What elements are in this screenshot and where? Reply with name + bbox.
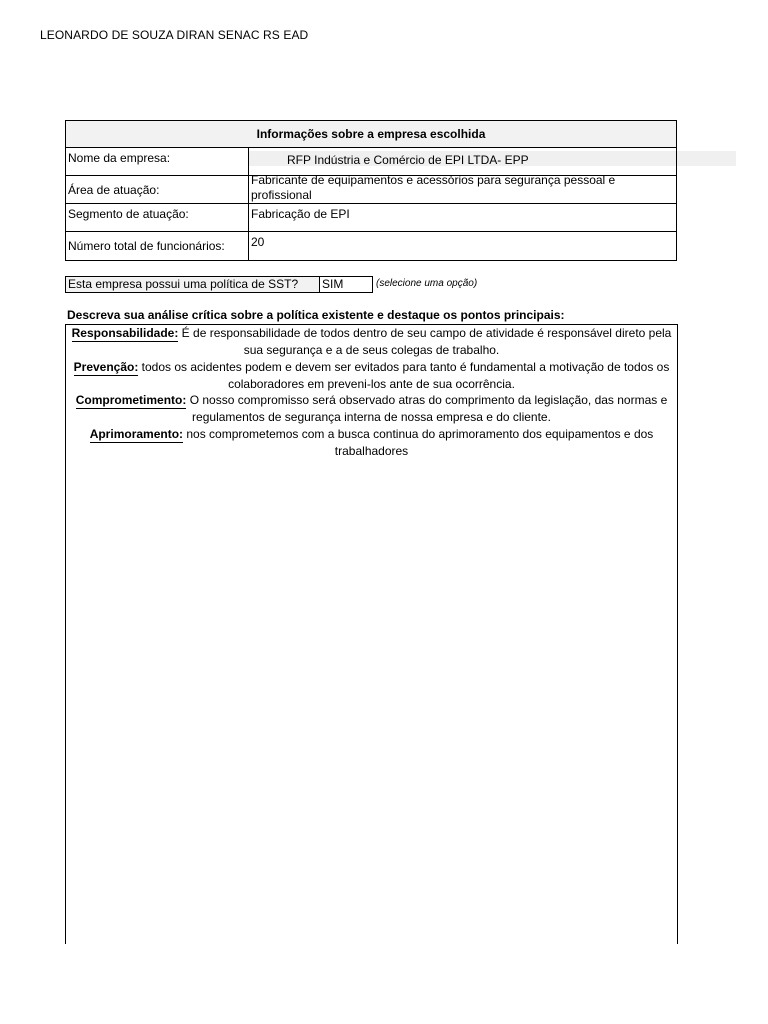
sst-answer-select[interactable]: SIM xyxy=(320,276,373,293)
sst-question: Esta empresa possui uma política de SST? xyxy=(65,276,320,293)
key-responsabilidade: Responsabilidade: xyxy=(71,326,179,340)
row-area xyxy=(66,173,676,204)
text-responsabilidade: É de responsabilidade de todos dentro de seu campo de atividade é responsável direto pela sua segurança e a de seus colegas de trabalho. xyxy=(178,326,672,357)
label-employees: Número total de funcionários: xyxy=(66,232,249,260)
label-segment: Segmento de atuação: xyxy=(66,204,249,231)
paragraph-comprometimento xyxy=(66,392,677,426)
value-segment[interactable]: Fabricação de EPI xyxy=(251,207,350,221)
value-employees[interactable]: 20 xyxy=(251,235,265,249)
analysis-textbox[interactable] xyxy=(65,324,678,944)
key-prevencao: Prevenção: xyxy=(73,359,139,374)
row-company-name xyxy=(66,148,676,176)
paragraph-responsabilidade xyxy=(66,325,677,359)
sst-policy-row xyxy=(65,276,477,293)
author-line: LEONARDO DE SOUZA DIRAN SENAC RS EAD xyxy=(40,28,309,42)
row-segment xyxy=(66,204,676,232)
text-aprimoramento: nos comprometemos com a busca continua do aprimoramento dos equipamentos e dos trabalhadores xyxy=(183,426,654,458)
paragraph-prevencao xyxy=(66,359,677,393)
row-employees xyxy=(66,232,676,260)
info-table-title: Informações sobre a empresa escolhida xyxy=(66,121,676,148)
key-comprometimento: Comprometimento: xyxy=(75,393,187,407)
label-company-name: Nome da empresa: xyxy=(66,148,249,175)
label-area: Área de atuação: xyxy=(66,176,249,203)
company-info-table xyxy=(65,120,677,261)
sst-hint: (selecione uma opção) xyxy=(376,278,478,289)
text-comprometimento: O nosso compromisso será observado atras do comprimento da legislação, das normas e regulamentos de segurança interna de nossa empresa e do cliente. xyxy=(186,393,668,424)
paragraph-aprimoramento xyxy=(66,426,677,460)
key-aprimoramento: Aprimoramento: xyxy=(89,426,184,441)
value-area[interactable]: Fabricante de equipamentos e acessórios para segurança pessoal e profissional xyxy=(251,173,616,202)
analysis-prompt: Descreva sua análise crítica sobre a política existente e destaque os pontos principais: xyxy=(67,308,565,322)
value-company-name[interactable]: RFP Indústria e Comércio de EPI LTDA- EPP xyxy=(287,153,529,167)
text-prevencao: todos os acidentes podem e devem ser evitados para tanto é fundamental a motivação de todos os colaboradores em preveni-los ante de sua ocorrência. xyxy=(138,359,670,391)
